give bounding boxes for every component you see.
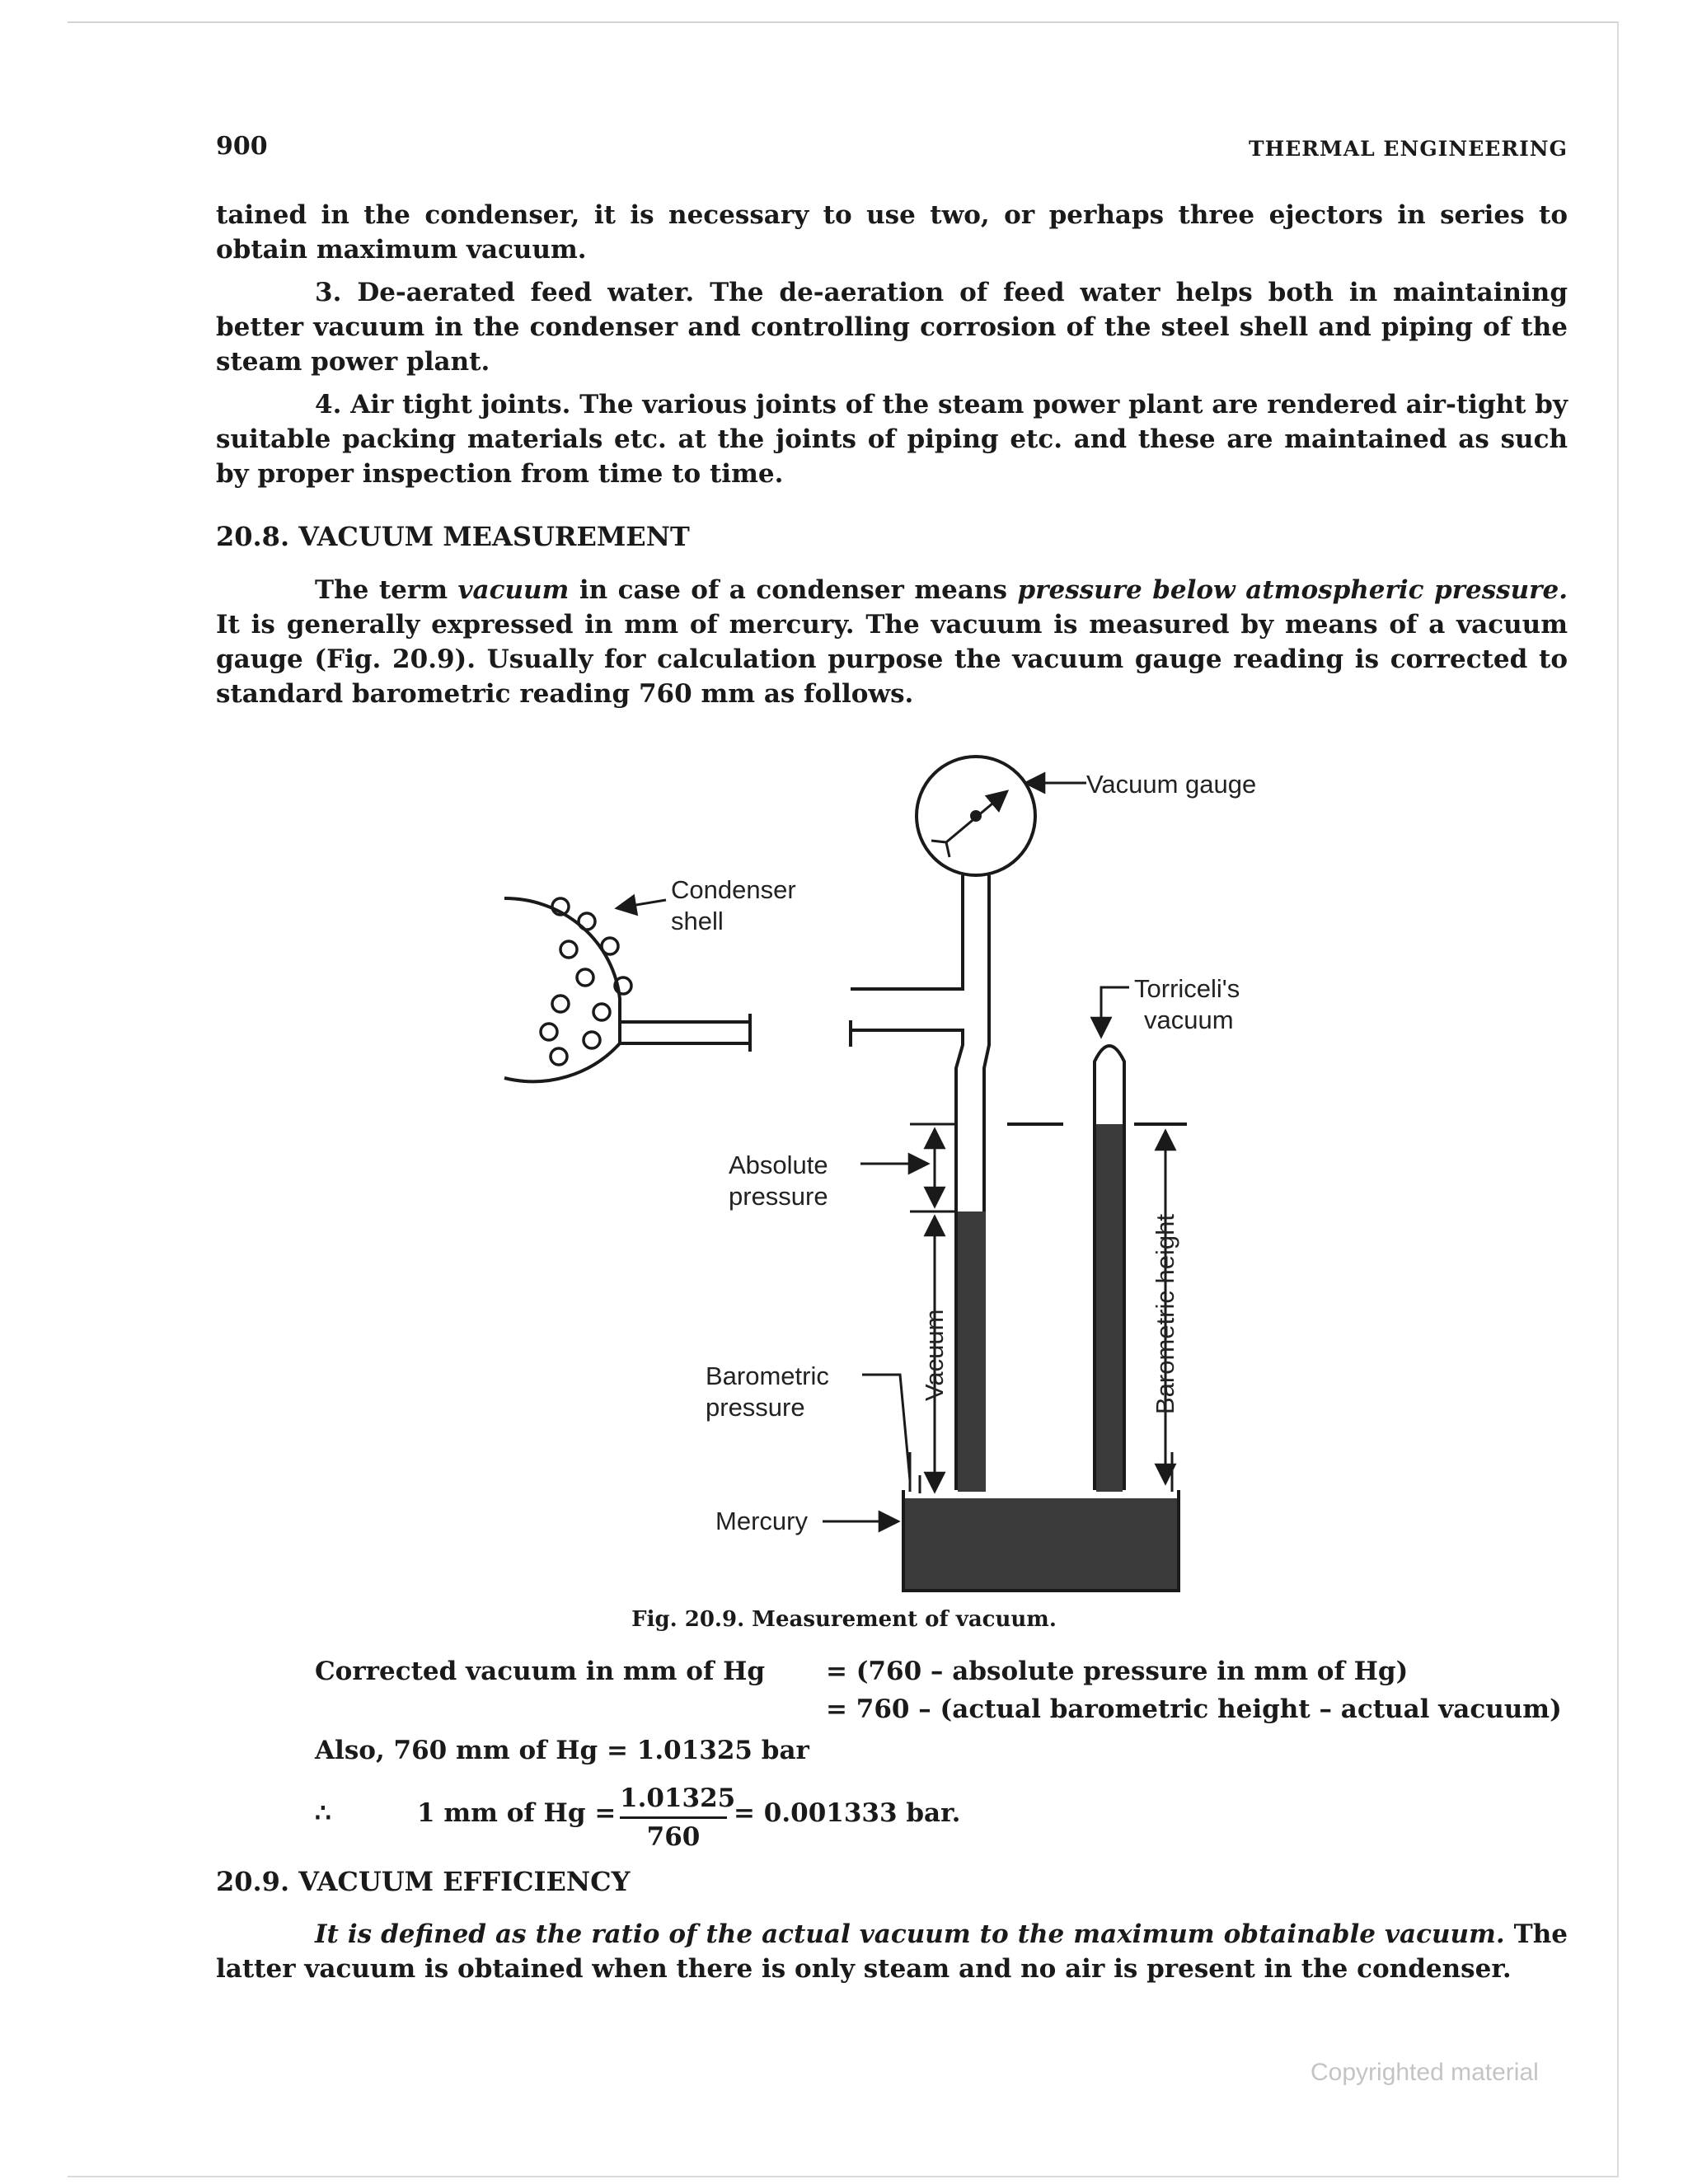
text-run: The term [315, 575, 458, 605]
fraction-denominator: 760 [646, 1822, 701, 1852]
text-run: in case of a condenser means [569, 575, 1018, 605]
therefore-symbol: ∴ [315, 1798, 331, 1828]
paragraph-body: The de-aeration of feed water helps both in maintaining better vacuum in the condenser and controlling corrosion of the steel shell and piping of the steam power plant. [216, 278, 1568, 377]
paragraph-vacuum-efficiency [216, 1917, 1568, 1986]
label-vacuum-dimension: Vacuum [920, 1309, 949, 1401]
label-absolute-line2: pressure [729, 1182, 828, 1211]
corrected-vacuum-label: Corrected vacuum in mm of Hg [315, 1657, 766, 1686]
section-heading-vacuum-efficiency: 20.9. VACUUM EFFICIENCY [216, 1866, 631, 1897]
list-number: 4. [315, 390, 342, 419]
label-torricelli-line1: Torriceli's [1134, 974, 1240, 1003]
left-limb-outer [851, 875, 963, 1490]
text-run: It is generally expressed in mm of mercury. The vacuum is measured by means of a vacuum gauge (Fig. 20.9). Usually for calculation purpose the vacuum gauge reading is corrected to standard barometric reading 760 mm as follows. [216, 610, 1568, 709]
text-run-italic: vacuum [457, 575, 570, 605]
text-run-italic: It is defined as the ratio of the actual vacuum to the maximum obtainable vacuum. [315, 1919, 1505, 1949]
condenser-tubes [541, 898, 631, 1065]
paragraph-title: Air tight joints. [350, 390, 571, 419]
section-heading-vacuum-measurement: 20.8. VACUUM MEASUREMENT [216, 521, 690, 552]
paragraph-vacuum-definition [216, 573, 1568, 711]
page-edge-right [1617, 21, 1619, 2177]
page-edge-top [68, 21, 1617, 23]
mercury-pool [905, 1498, 1177, 1589]
page-number: 900 [216, 132, 268, 161]
one-mm-rhs: = 0.001333 bar. [734, 1798, 961, 1828]
mercury-columns [905, 1124, 1177, 1589]
fraction-numerator: 1.01325 [620, 1783, 736, 1813]
mercury-column-right [1096, 1124, 1123, 1492]
dimension-lines [910, 1124, 1172, 1493]
paragraph-title: De-aerated feed water. [357, 278, 695, 307]
condenser-shell [504, 898, 750, 1081]
label-leaders [617, 783, 1129, 1521]
running-head: THERMAL ENGINEERING [1249, 137, 1568, 161]
label-absolute-line1: Absolute [729, 1151, 828, 1179]
paragraph-deaerated-feed-water [216, 275, 1568, 379]
corrected-vacuum-equation-1: = (760 – absolute pressure in mm of Hg) [826, 1657, 1409, 1686]
label-torricelli-line2: vacuum [1144, 1005, 1234, 1034]
gauge-dial [917, 757, 1035, 875]
page-edge-bottom [68, 2176, 1617, 2177]
vacuum-gauge [917, 757, 1035, 875]
fraction-bar [620, 1816, 727, 1819]
figure-caption: Fig. 20.9. Measurement of vacuum. [631, 1607, 1057, 1632]
label-condenser-shell-line1: Condenser [671, 875, 796, 904]
label-mercury: Mercury [715, 1507, 808, 1535]
u-tube-apparatus [851, 875, 1179, 1591]
gauge-needle [946, 791, 1007, 842]
label-barometric-line2: pressure [706, 1393, 805, 1422]
corrected-vacuum-equation-2: = 760 – (actual barometric height – actual vacuum) [826, 1694, 1562, 1724]
text-run: The latter vacuum is obtained when there is only steam and no air is present in the condenser. [216, 1919, 1568, 1984]
label-vacuum-gauge: Vacuum gauge [1086, 770, 1257, 799]
left-limb-inner [984, 875, 989, 1212]
paragraph-continued: tained in the condenser, it is necessary to use two, or perhaps three ejectors in series to obtain maximum vacuum. [216, 200, 1568, 265]
label-condenser-shell-line2: shell [671, 907, 724, 935]
copyright-notice: Copyrighted material [1311, 2059, 1539, 2086]
torricelli-tube [1095, 1046, 1124, 1490]
paragraph-air-tight-joints [216, 387, 1568, 491]
label-barometric-height-dimension: Barometric height [1151, 1214, 1179, 1414]
mercury-reservoir [903, 1490, 1179, 1591]
condenser-shell-outline [504, 898, 620, 1081]
text-run-italic: pressure below atmospheric pressure. [1017, 575, 1568, 605]
label-barometric-line1: Barometric [706, 1361, 829, 1390]
list-number: 3. [315, 278, 342, 307]
condenser-pipe [620, 1014, 750, 1052]
page-header [216, 132, 1568, 168]
one-mm-lhs: 1 mm of Hg = [417, 1798, 617, 1828]
conversion-line: Also, 760 mm of Hg = 1.01325 bar [315, 1736, 809, 1765]
fraction [620, 1782, 736, 1854]
mercury-column-left [958, 1212, 986, 1492]
paragraph-body: The various joints of the steam power plant are rendered air-tight by suitable packing materials etc. at the joints of piping etc. and these are maintained as such by proper inspection from time to time. [216, 390, 1568, 489]
